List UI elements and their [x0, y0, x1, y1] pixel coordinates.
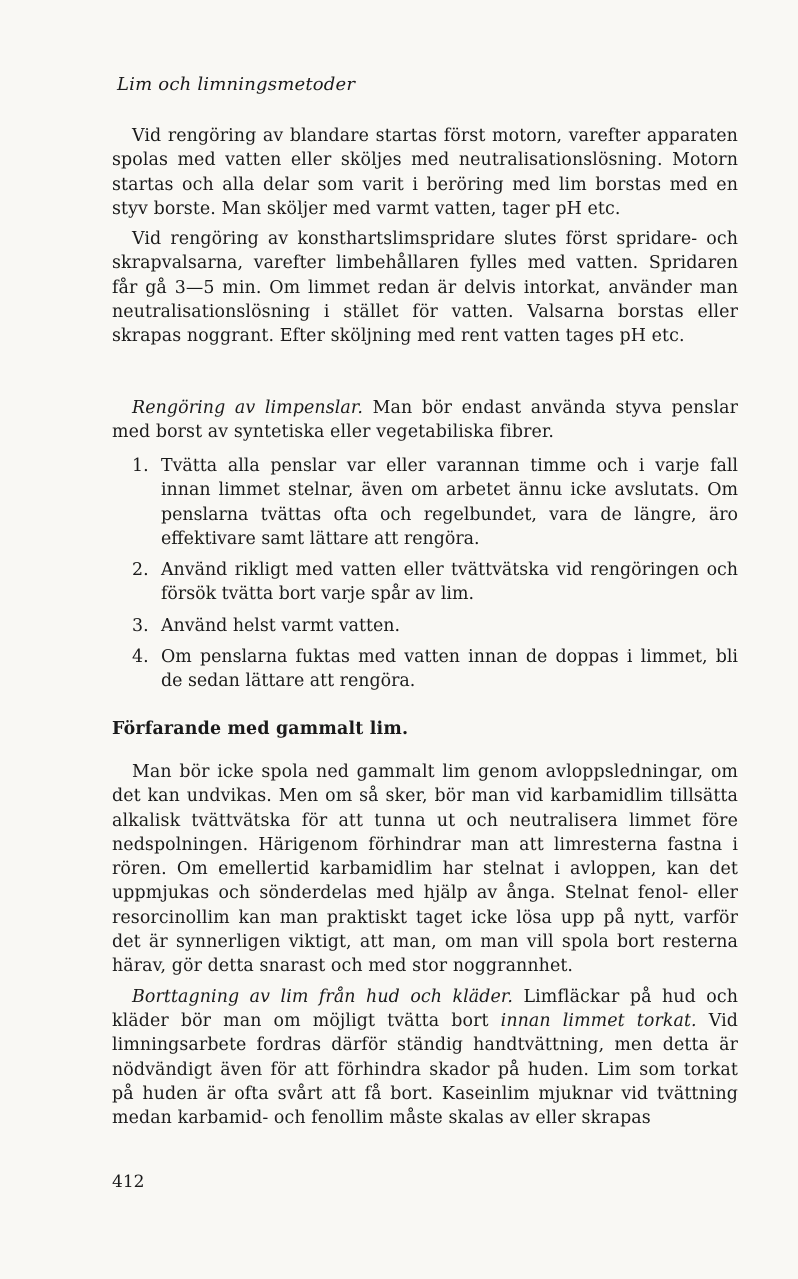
old-glue-section	[112, 760, 738, 1130]
paragraph-glue-removal	[112, 985, 738, 1131]
brush-intro-text: Man bör endast använda styva penslar med borst av syntetiska eller vegetabiliska fibrer.	[112, 398, 739, 443]
section-heading-old-glue: Förfarande med gammalt lim.	[112, 719, 409, 739]
brush-instructions-list	[132, 454, 738, 701]
glue-removal-text-2: Vid limningsarbete fordras därför ständig handtvättning, men detta är nödvändigt även för att förhindra skador på huden. Lim som torkat på huden är ofta svårt att få bort. Kaseinlim mjuknar vid tvättning medan karbamid- och fenollim måste skalas av eller skrapas	[112, 1010, 738, 1129]
brush-cleaning-intro	[112, 396, 738, 445]
list-item	[132, 645, 738, 694]
list-item	[132, 614, 738, 638]
list-item-text: Om penslarna fuktas med vatten innan de doppas i limmet, bli de sedan lättare att rengöra.	[161, 647, 738, 692]
list-number: 1.	[132, 456, 149, 476]
glue-removal-text-1: Limfläckar på hud och kläder bör man om möjligt tvätta bort	[112, 986, 739, 1031]
list-number: 2.	[132, 560, 149, 581]
subheading-brush-cleaning: Rengöring av limpenslar.	[132, 398, 363, 418]
cleaning-section	[112, 124, 738, 349]
list-item-text: Använd rikligt med vatten eller tvättvätska vid rengöringen och försök tvätta bort varje spår av lim.	[161, 560, 738, 605]
subheading-glue-removal: Borttagning av lim från hud och kläder.	[132, 986, 514, 1007]
list-number: 4.	[132, 647, 149, 668]
page-number: 412	[112, 1172, 145, 1192]
running-title: Lim och limningsmetoder	[117, 74, 356, 95]
paragraph-mixer-cleaning: Vid rengöring av blandare startas först motorn, varefter apparaten spolas med vatten eller sköljes med neutralisationslösning. Motorn startas och alla delar som varit i beröring med lim borstas med en styv borste. Man sköljer med varmt vatten, tager pH etc.	[112, 126, 738, 219]
list-item	[132, 558, 738, 607]
list-number: 3.	[132, 615, 149, 636]
glue-removal-emphasis: innan limmet torkat.	[500, 1010, 697, 1031]
list-item-text: Tvätta alla penslar var eller varannan timme och i varje fall innan limmet stelnar, även om arbetet ännu icke avslutats. Om penslarna tvättas ofta och regelbundet, vara de längre, äro effektivare samt lättare att rengöra.	[161, 456, 738, 549]
paragraph-old-glue: Man bör icke spola ned gammalt lim genom avloppsledningar, om det kan undvikas. Men om så sker, bör man vid karbamidlim tillsätta alkalisk tvättvätska för att tunna ut och neutralisera limmet före nedspolningen. Härigenom förhindrar man att limresterna fastna i rören. Om emellertid karbamidlim har stelnat i avloppen, kan det uppmjukas och sönderdelas med hjälp av ånga. Stelnat fenol- eller resorcinollim kan man praktiskt taget icke lösa upp på nytt, varför det är synnerligen viktigt, att man, om man vill spola bort resterna härav, gör detta snarast och med stor noggrannhet.	[112, 762, 738, 977]
list-item	[132, 454, 738, 551]
paragraph-spreader-cleaning: Vid rengöring av konsthartslimspridare slutes först spridare- och skrapvalsarna, varefter limbehållaren fylles med vatten. Spridaren får gå 3—5 min. Om limmet redan är delvis intorkat, använder man neutralisationslösning i stället för vatten. Valsarna borstas eller skrapas noggrant. Efter sköljning med rent vatten tages pH etc.	[112, 229, 738, 347]
list-item-text: Använd helst varmt vatten.	[161, 615, 401, 636]
paragraph-brush-intro	[112, 396, 738, 445]
